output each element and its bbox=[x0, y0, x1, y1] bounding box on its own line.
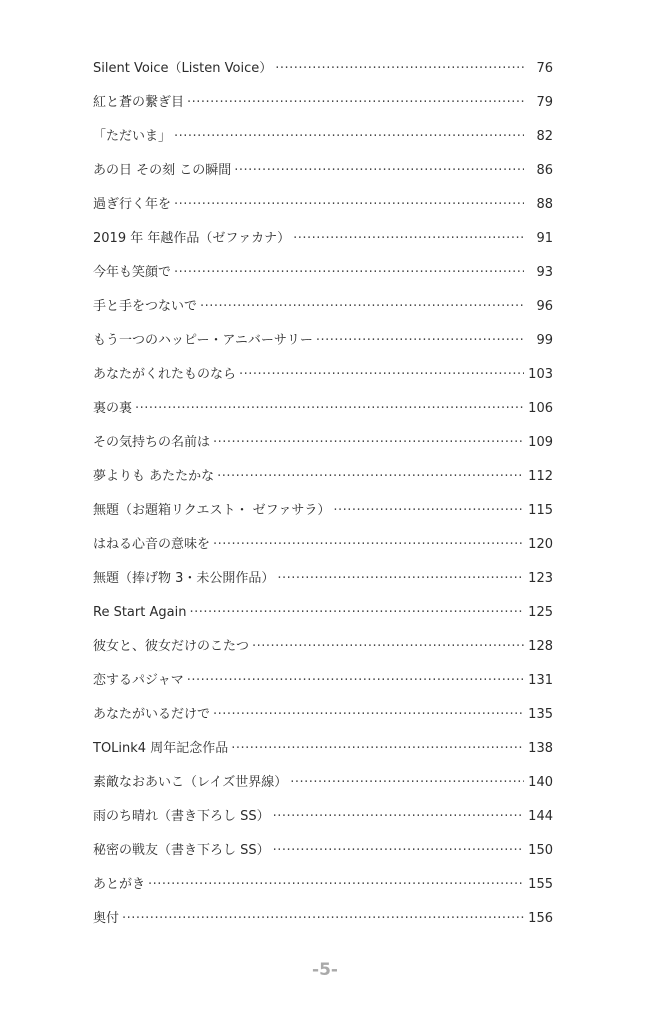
toc-entry-title: もう一つのハッピー・アニバーサリー bbox=[93, 333, 313, 348]
toc-entry-page: 156 bbox=[528, 911, 553, 926]
dot-leader bbox=[217, 460, 524, 494]
dot-leader bbox=[122, 902, 524, 936]
dot-leader bbox=[293, 222, 524, 256]
toc-entry[interactable] bbox=[93, 460, 553, 494]
toc-entry-title: 手と手をつないで bbox=[93, 299, 198, 314]
toc-entry[interactable] bbox=[93, 494, 553, 528]
toc-entry-page: 128 bbox=[528, 639, 553, 654]
toc-entry-title: 秘密の戦友（書き下ろし SS） bbox=[93, 843, 270, 858]
dot-leader bbox=[187, 86, 524, 120]
dot-leader bbox=[213, 426, 524, 460]
toc-entry[interactable] bbox=[93, 562, 553, 596]
toc-entry-title: 無題（捧げ物 3・未公開作品） bbox=[93, 571, 275, 586]
toc-entry-page: 150 bbox=[528, 843, 553, 858]
toc-entry-page: 91 bbox=[536, 231, 553, 246]
toc-entry-title: 彼女と、彼女だけのこたつ bbox=[93, 639, 250, 654]
toc-entry-title: あとがき bbox=[93, 877, 146, 892]
toc-entry-title: Re Start Again bbox=[93, 605, 187, 620]
toc-entry-title: 恋するパジャマ bbox=[93, 673, 184, 688]
dot-leader bbox=[333, 494, 524, 528]
toc-entry[interactable] bbox=[93, 358, 553, 392]
dot-leader bbox=[252, 630, 524, 664]
dot-leader bbox=[135, 392, 524, 426]
dot-leader bbox=[316, 324, 524, 358]
dot-leader bbox=[239, 358, 524, 392]
dot-leader bbox=[234, 154, 524, 188]
toc-entry-title: Silent Voice（Listen Voice） bbox=[93, 61, 273, 76]
toc-entry-title: 素敵なおあいこ（レイズ世界線） bbox=[93, 775, 288, 790]
dot-leader bbox=[187, 664, 524, 698]
toc-entry[interactable] bbox=[93, 52, 553, 86]
toc-entry-page: 115 bbox=[528, 503, 553, 518]
toc-entry-page: 82 bbox=[536, 129, 553, 144]
toc-entry-page: 135 bbox=[528, 707, 553, 722]
toc-entry[interactable] bbox=[93, 392, 553, 426]
toc-entry-title: あなたがくれたものなら bbox=[93, 367, 237, 382]
toc-entry-title: 「ただいま」 bbox=[93, 129, 172, 144]
toc-entry[interactable] bbox=[93, 188, 553, 222]
toc-entry-title: TOLink4 周年記念作品 bbox=[93, 741, 229, 756]
dot-leader bbox=[275, 52, 524, 86]
dot-leader bbox=[174, 256, 524, 290]
toc-entry-title: 裏の裏 bbox=[93, 401, 133, 416]
dot-leader bbox=[148, 868, 524, 902]
dot-leader bbox=[213, 698, 524, 732]
toc-entry-page: 76 bbox=[536, 61, 553, 76]
toc-entry[interactable] bbox=[93, 596, 553, 630]
toc-entry-page: 99 bbox=[536, 333, 553, 348]
toc-entry-title: あの日 その刻 この瞬間 bbox=[93, 163, 232, 178]
toc-entry[interactable] bbox=[93, 154, 553, 188]
toc-entry[interactable] bbox=[93, 766, 553, 800]
dot-leader bbox=[273, 834, 524, 868]
toc-entry[interactable] bbox=[93, 698, 553, 732]
toc-entry-title: 今年も笑顔で bbox=[93, 265, 172, 280]
toc-entry[interactable] bbox=[93, 630, 553, 664]
toc-entry-page: 103 bbox=[528, 367, 553, 382]
toc-entry-title: あなたがいるだけで bbox=[93, 707, 211, 722]
toc-entry-page: 86 bbox=[536, 163, 553, 178]
toc-entry-page: 120 bbox=[528, 537, 553, 552]
toc-entry[interactable] bbox=[93, 86, 553, 120]
toc-entry[interactable] bbox=[93, 290, 553, 324]
toc-entry-page: 79 bbox=[536, 95, 553, 110]
toc-entry[interactable] bbox=[93, 834, 553, 868]
toc-entry-title: 紅と蒼の繋ぎ目 bbox=[93, 95, 185, 110]
toc-entry-page: 125 bbox=[528, 605, 553, 620]
toc-entry[interactable] bbox=[93, 528, 553, 562]
dot-leader bbox=[213, 528, 524, 562]
toc-entry-page: 93 bbox=[536, 265, 553, 280]
toc-entry-page: 123 bbox=[528, 571, 553, 586]
toc-entry[interactable] bbox=[93, 222, 553, 256]
toc-entry[interactable] bbox=[93, 120, 553, 154]
toc-entry-page: 109 bbox=[528, 435, 553, 450]
toc-entry[interactable] bbox=[93, 324, 553, 358]
toc-entry-title: 奥付 bbox=[93, 911, 120, 926]
toc-entry[interactable] bbox=[93, 426, 553, 460]
dot-leader bbox=[189, 596, 524, 630]
toc-entry[interactable] bbox=[93, 868, 553, 902]
toc-entry[interactable] bbox=[93, 732, 553, 766]
dot-leader bbox=[277, 562, 524, 596]
toc-entry-page: 96 bbox=[536, 299, 553, 314]
toc-entry[interactable] bbox=[93, 256, 553, 290]
dot-leader bbox=[231, 732, 524, 766]
toc-entry-page: 155 bbox=[528, 877, 553, 892]
toc-entry-page: 144 bbox=[528, 809, 553, 824]
toc-entry-title: その気持ちの名前は bbox=[93, 435, 211, 450]
toc-entry[interactable] bbox=[93, 902, 553, 936]
toc-entry-page: 88 bbox=[536, 197, 553, 212]
dot-leader bbox=[290, 766, 524, 800]
toc-entry-title: 2019 年 年越作品（ゼファカナ） bbox=[93, 231, 291, 246]
dot-leader bbox=[174, 120, 524, 154]
toc-entry[interactable] bbox=[93, 664, 553, 698]
table-of-contents bbox=[93, 52, 553, 936]
dot-leader bbox=[174, 188, 524, 222]
dot-leader bbox=[200, 290, 524, 324]
toc-entry[interactable] bbox=[93, 800, 553, 834]
toc-entry-page: 112 bbox=[528, 469, 553, 484]
toc-entry-title: 無題（お題箱リクエスト・ ゼファサラ） bbox=[93, 503, 331, 518]
toc-entry-page: 106 bbox=[528, 401, 553, 416]
dot-leader bbox=[273, 800, 524, 834]
page-number: -5- bbox=[312, 960, 338, 980]
toc-entry-title: 雨のち晴れ（書き下ろし SS） bbox=[93, 809, 270, 824]
toc-entry-title: 夢よりも あたたかな bbox=[93, 469, 215, 484]
toc-entry-page: 131 bbox=[528, 673, 553, 688]
toc-entry-page: 140 bbox=[528, 775, 553, 790]
toc-entry-page: 138 bbox=[528, 741, 553, 756]
toc-entry-title: 過ぎ行く年を bbox=[93, 197, 172, 212]
toc-entry-title: はねる心音の意味を bbox=[93, 537, 211, 552]
